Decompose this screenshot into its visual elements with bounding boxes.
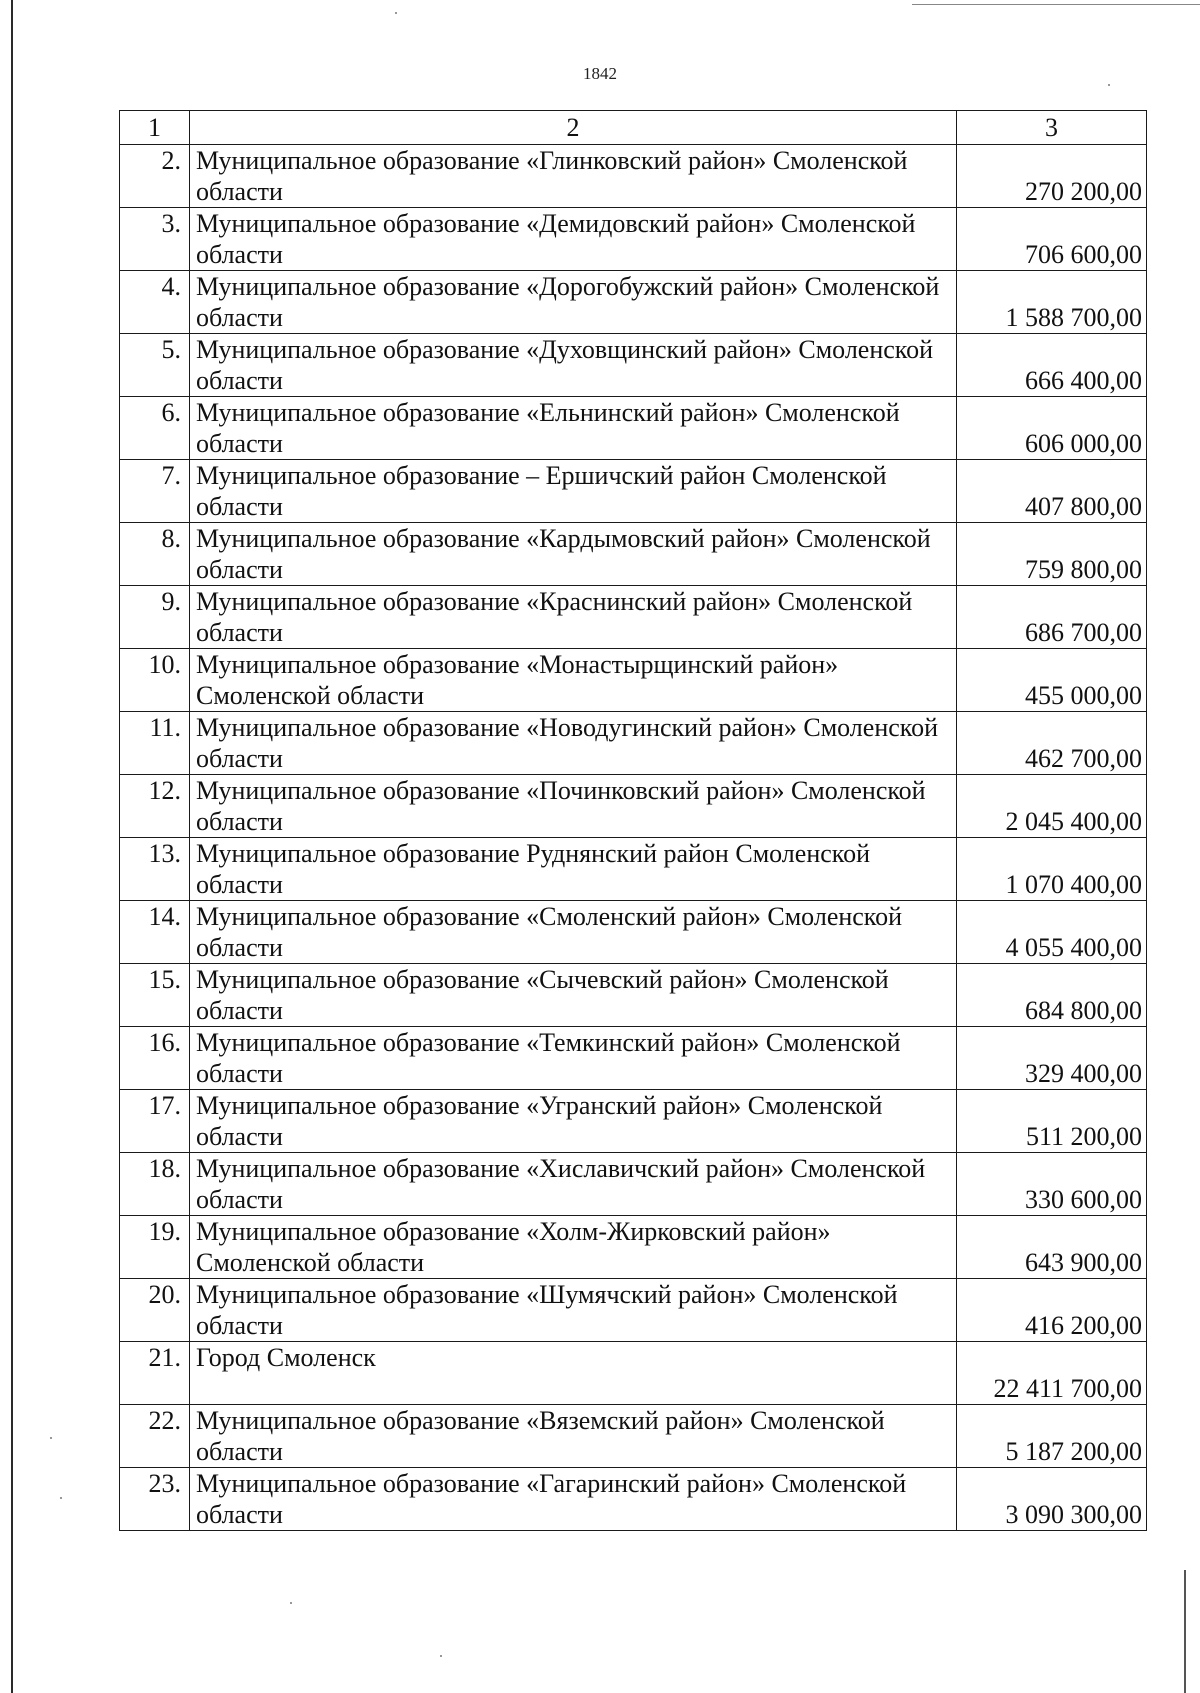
municipality-name: Муниципальное образование – Ершичский район Смоленской области (190, 460, 957, 523)
table-row (120, 1279, 1147, 1342)
amount-value: 329 400,00 (957, 1027, 1147, 1090)
scan-speck (395, 12, 397, 14)
municipality-name: Муниципальное образование «Глинковский район» Смоленской области (190, 145, 957, 208)
table-row (120, 145, 1147, 208)
row-number: 18. (120, 1153, 190, 1216)
row-number: 4. (120, 271, 190, 334)
municipality-name: Муниципальное образование «Сычевский район» Смоленской области (190, 964, 957, 1027)
scan-speck (440, 1655, 442, 1657)
amount-value: 462 700,00 (957, 712, 1147, 775)
table-row (120, 1027, 1147, 1090)
municipality-name: Муниципальное образование Руднянский район Смоленской области (190, 838, 957, 901)
municipality-name: Город Смоленск (190, 1342, 957, 1405)
amount-value: 416 200,00 (957, 1279, 1147, 1342)
municipality-name: Муниципальное образование «Краснинский район» Смоленской области (190, 586, 957, 649)
row-number: 15. (120, 964, 190, 1027)
row-number: 9. (120, 586, 190, 649)
municipality-name: Муниципальное образование «Кардымовский район» Смоленской области (190, 523, 957, 586)
municipality-name: Муниципальное образование «Духовщинский район» Смоленской области (190, 334, 957, 397)
row-number: 6. (120, 397, 190, 460)
table-header-row (120, 111, 1147, 145)
row-number: 21. (120, 1342, 190, 1405)
amount-value: 4 055 400,00 (957, 901, 1147, 964)
table-row (120, 775, 1147, 838)
row-number: 14. (120, 901, 190, 964)
municipality-name: Муниципальное образование «Гагаринский район» Смоленской области (190, 1468, 957, 1531)
municipality-name: Муниципальное образование «Ельнинский район» Смоленской области (190, 397, 957, 460)
row-number: 23. (120, 1468, 190, 1531)
amount-value: 759 800,00 (957, 523, 1147, 586)
row-number: 10. (120, 649, 190, 712)
scan-edge-top (912, 4, 1200, 5)
amount-value: 2 045 400,00 (957, 775, 1147, 838)
row-number: 12. (120, 775, 190, 838)
row-number: 7. (120, 460, 190, 523)
table-row (120, 334, 1147, 397)
municipality-name: Муниципальное образование «Дорогобужский район» Смоленской области (190, 271, 957, 334)
scan-speck (50, 1437, 52, 1439)
column-header-amount: 3 (957, 111, 1147, 145)
table-row (120, 271, 1147, 334)
table-row (120, 1405, 1147, 1468)
amount-value: 22 411 700,00 (957, 1342, 1147, 1405)
scan-edge-left (11, 0, 13, 1693)
amount-value: 511 200,00 (957, 1090, 1147, 1153)
amount-value: 606 000,00 (957, 397, 1147, 460)
municipality-name: Муниципальное образование «Шумячский район» Смоленской области (190, 1279, 957, 1342)
scan-edge-right (1184, 1570, 1186, 1693)
municipality-name: Муниципальное образование «Угранский район» Смоленской области (190, 1090, 957, 1153)
table-row (120, 712, 1147, 775)
row-number: 19. (120, 1216, 190, 1279)
municipality-name: Муниципальное образование «Починковский район» Смоленской области (190, 775, 957, 838)
table-row (120, 460, 1147, 523)
table-row (120, 586, 1147, 649)
municipality-name: Муниципальное образование «Темкинский район» Смоленской области (190, 1027, 957, 1090)
table-row (120, 397, 1147, 460)
row-number: 8. (120, 523, 190, 586)
amount-value: 455 000,00 (957, 649, 1147, 712)
column-header-name: 2 (190, 111, 957, 145)
table-row (120, 838, 1147, 901)
table-row (120, 964, 1147, 1027)
municipality-name: Муниципальное образование «Новодугинский район» Смоленской области (190, 712, 957, 775)
table-row (120, 208, 1147, 271)
municipality-name: Муниципальное образование «Хиславичский район» Смоленской области (190, 1153, 957, 1216)
amount-value: 684 800,00 (957, 964, 1147, 1027)
row-number: 17. (120, 1090, 190, 1153)
scan-speck (290, 1602, 292, 1604)
row-number: 16. (120, 1027, 190, 1090)
row-number: 13. (120, 838, 190, 901)
row-number: 22. (120, 1405, 190, 1468)
amount-value: 5 187 200,00 (957, 1405, 1147, 1468)
municipality-name: Муниципальное образование «Смоленский район» Смоленской области (190, 901, 957, 964)
amount-value: 270 200,00 (957, 145, 1147, 208)
amount-value: 407 800,00 (957, 460, 1147, 523)
amount-value: 3 090 300,00 (957, 1468, 1147, 1531)
scan-speck (60, 1497, 62, 1499)
amount-value: 330 600,00 (957, 1153, 1147, 1216)
municipality-name: Муниципальное образование «Монастырщинский район» Смоленской области (190, 649, 957, 712)
table-row (120, 1153, 1147, 1216)
scan-speck (1108, 84, 1110, 86)
row-number: 3. (120, 208, 190, 271)
page-number: 1842 (583, 64, 617, 83)
amount-value: 643 900,00 (957, 1216, 1147, 1279)
amount-value: 686 700,00 (957, 586, 1147, 649)
allocation-table (119, 110, 1147, 1531)
amount-value: 1 070 400,00 (957, 838, 1147, 901)
table-row (120, 1216, 1147, 1279)
table-body (120, 145, 1147, 1531)
table-row (120, 1468, 1147, 1531)
column-header-number: 1 (120, 111, 190, 145)
municipality-name: Муниципальное образование «Демидовский район» Смоленской области (190, 208, 957, 271)
table-row (120, 1342, 1147, 1405)
row-number: 20. (120, 1279, 190, 1342)
table-row (120, 649, 1147, 712)
amount-value: 706 600,00 (957, 208, 1147, 271)
table-row (120, 901, 1147, 964)
amount-value: 1 588 700,00 (957, 271, 1147, 334)
row-number: 2. (120, 145, 190, 208)
row-number: 11. (120, 712, 190, 775)
municipality-name: Муниципальное образование «Холм-Жирковский район» Смоленской области (190, 1216, 957, 1279)
amount-value: 666 400,00 (957, 334, 1147, 397)
row-number: 5. (120, 334, 190, 397)
table-row (120, 523, 1147, 586)
municipality-name: Муниципальное образование «Вяземский район» Смоленской области (190, 1405, 957, 1468)
table-row (120, 1090, 1147, 1153)
